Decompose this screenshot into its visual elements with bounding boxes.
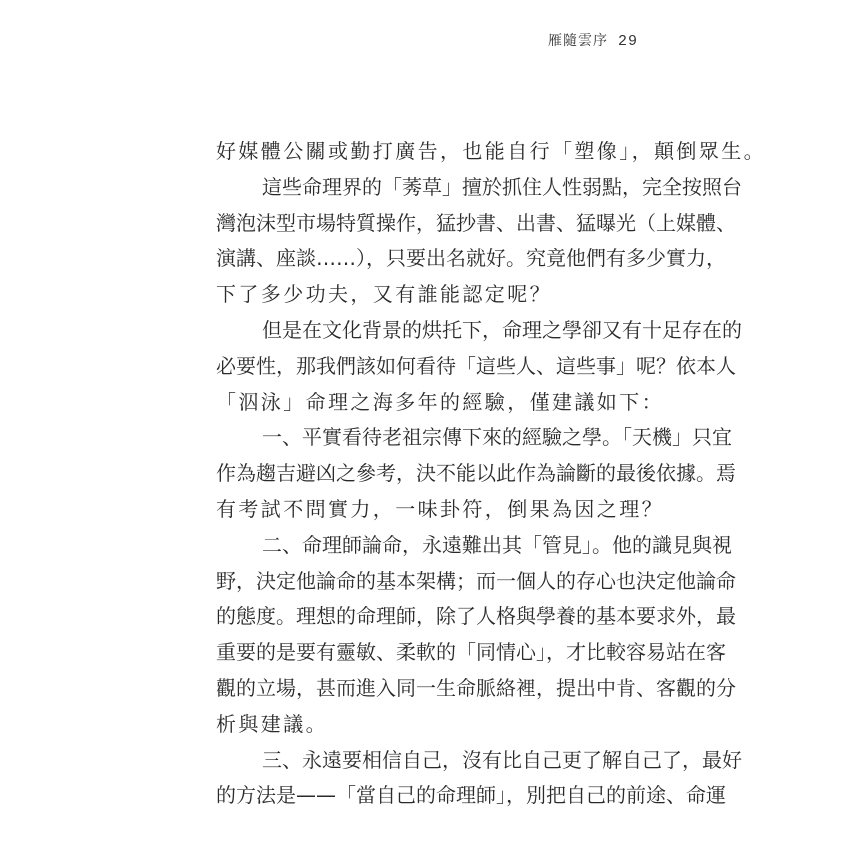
running-header bbox=[548, 30, 638, 50]
text-line: 重要的是要有靈敏、柔軟的「同情心」，才比較容易站在客 bbox=[216, 640, 726, 665]
text-line: 好媒體公關或勤打廣告，也能自行「塑像」，顛倒眾生。 bbox=[216, 139, 766, 163]
text-line: 下了多少功夫，又有誰能認定呢？ bbox=[216, 282, 552, 307]
paragraph bbox=[216, 170, 742, 313]
text-line: 一、平實看待老祖宗傳下來的經驗之學。「天機」只宜 bbox=[262, 425, 732, 450]
text-line: 三、永遠要相信自己，沒有比自己更了解自己了，最好 bbox=[262, 747, 742, 772]
text-line: 但是在文化背景的烘托下，命理之學卻又有十足存在的 bbox=[262, 317, 742, 342]
paragraph bbox=[216, 313, 742, 420]
text-line: 「泅泳」命理之海多年的經驗，僅建議如下： bbox=[216, 389, 664, 414]
text-line: 的態度。理想的命理師，除了人格與學養的基本要求外，最 bbox=[216, 604, 736, 629]
text-line: 有考試不問實力，一味卦符，倒果為因之理？ bbox=[216, 496, 664, 521]
text-line: 這些命理界的「莠草」擅於抓住人性弱點，完全按照台 bbox=[262, 174, 742, 199]
text-line: 二、命理師論命，永遠難出其「管見」。他的識見與視 bbox=[262, 532, 732, 557]
page-body-text bbox=[216, 134, 766, 814]
paragraph bbox=[216, 743, 742, 815]
text-line: 作為趨吉避凶之參考，決不能以此作為論斷的最後依據。焉 bbox=[216, 461, 736, 486]
text-line: 的方法是——「當自己的命理師」，別把自己的前途、命運 bbox=[216, 783, 726, 808]
text-line: 灣泡沫型市場特質操作，猛抄書、出書、猛曝光（上媒體、 bbox=[216, 210, 736, 235]
text-line: 必要性，那我們該如何看待「這些人、這些事」呢？依本人 bbox=[216, 353, 736, 378]
paragraph bbox=[216, 420, 736, 527]
text-line: 演講、座談……），只要出名就好。究竟他們有多少實力， bbox=[216, 246, 726, 271]
text-line: 析與建議。 bbox=[216, 711, 328, 736]
page-number: 29 bbox=[617, 33, 638, 50]
paragraph bbox=[216, 134, 766, 170]
text-line: 野，決定他論命的基本架構；而一個人的存心也決定他論命 bbox=[216, 568, 736, 593]
chapter-title: 雁隨雲序 bbox=[547, 33, 608, 49]
text-line: 觀的立場，甚而進入同一生命脈絡裡，提出中肯、客觀的分 bbox=[216, 675, 736, 700]
paragraph bbox=[216, 528, 736, 743]
